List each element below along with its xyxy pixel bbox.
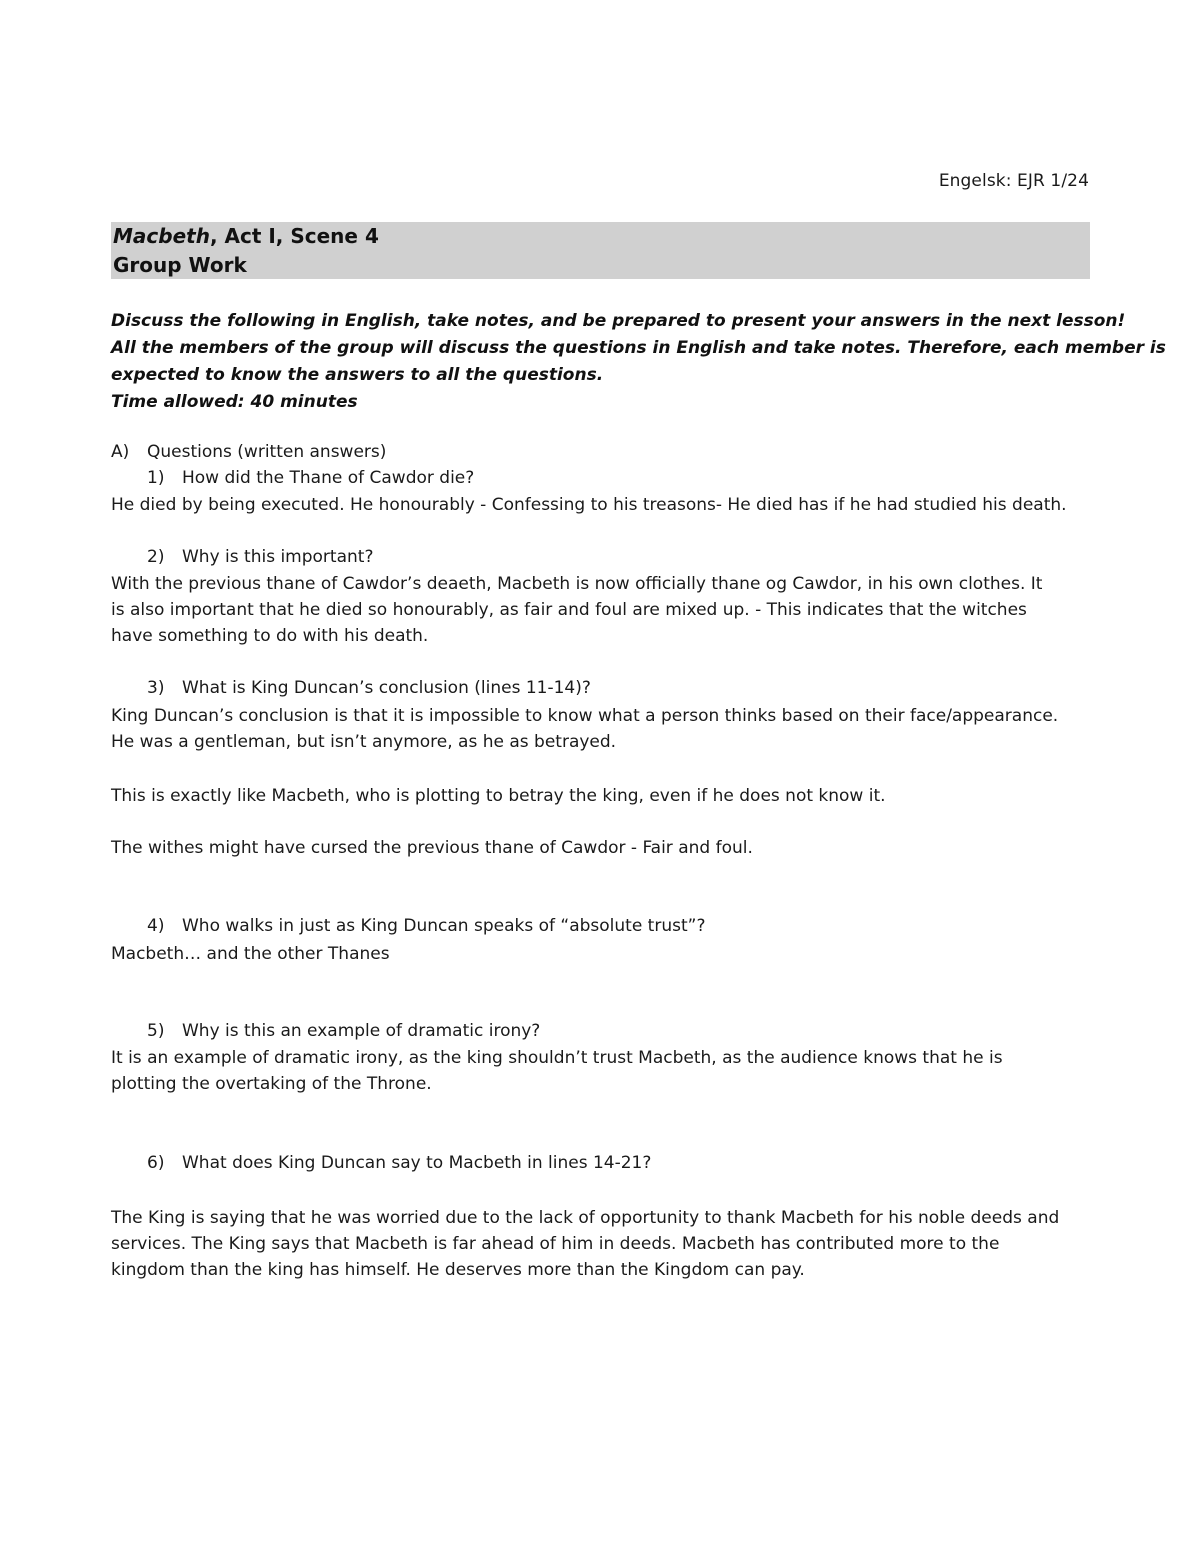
answer-line: He died by being executed. He honourably - Confessing to his treasons- He died has if he had studied his death. [111, 495, 1067, 515]
answer-3-note: This is exactly like Macbeth, who is plotting to betray the king, even if he does not know it. [111, 786, 886, 806]
answer-1 [111, 492, 1067, 518]
answer-6 [111, 1205, 1059, 1283]
answer-5 [111, 1045, 1003, 1097]
title-block [111, 222, 1090, 279]
answer-line: King Duncan’s conclusion is that it is impossible to know what a person thinks based on their face/appearance. [111, 706, 1059, 726]
time-allowed: Time allowed: 40 minutes [111, 392, 358, 412]
answer-line: It is an example of dramatic irony, as the king shouldn’t trust Macbeth, as the audience knows that he is [111, 1048, 1003, 1068]
answer-line: Macbeth… and the other Thanes [111, 944, 390, 964]
section-marker: A) [111, 442, 130, 462]
question-number: 4) [147, 916, 165, 936]
answer-2 [111, 571, 1042, 649]
question-text: Who walks in just as King Duncan speaks of “absolute trust”? [182, 916, 706, 936]
answer-3-note: The withes might have cursed the previous thane of Cawdor - Fair and foul. [111, 838, 753, 858]
question-text: What does King Duncan say to Macbeth in lines 14-21? [182, 1153, 652, 1173]
question-text: What is King Duncan’s conclusion (lines 11-14)? [182, 678, 591, 698]
play-title: Macbeth [113, 224, 210, 248]
document-subtitle: Group Work [113, 253, 247, 277]
question-text: Why is this an example of dramatic irony? [182, 1021, 541, 1041]
act-scene: , Act I, Scene 4 [209, 224, 379, 248]
answer-4 [111, 941, 390, 967]
answer-line: kingdom than the king has himself. He deserves more than the Kingdom can pay. [111, 1260, 805, 1280]
answer-line: plotting the overtaking of the Throne. [111, 1074, 432, 1094]
question-text: Why is this important? [182, 547, 374, 567]
instruction-line: Discuss the following in English, take notes, and be prepared to present your answers in the next lesson! [111, 311, 1126, 331]
answer-3 [111, 703, 1058, 755]
instructions [111, 308, 1166, 416]
question-number: 5) [147, 1021, 165, 1041]
answer-line: services. The King says that Macbeth is far ahead of him in deeds. Macbeth has contributed more to the [111, 1234, 1000, 1254]
section-label: Questions (written answers) [147, 442, 387, 462]
question-text: How did the Thane of Cawdor die? [182, 468, 475, 488]
answer-line: With the previous thane of Cawdor’s deaeth, Macbeth is now officially thane og Cawdor, in his own clothes. It [111, 574, 1043, 594]
course-reference: Engelsk: EJR 1/24 [938, 171, 1089, 191]
instruction-line: All the members of the group will discuss the questions in English and take notes. Therefore, each member is [111, 338, 1166, 358]
document-title [113, 224, 379, 248]
question-number: 2) [147, 547, 165, 567]
question-number: 1) [147, 468, 165, 488]
answer-line: have something to do with his death. [111, 626, 429, 646]
instruction-line: expected to know the answers to all the questions. [111, 365, 604, 385]
answer-line: The King is saying that he was worried due to the lack of opportunity to thank Macbeth for his noble deeds and [111, 1208, 1060, 1228]
answer-line: is also important that he died so honourably, as fair and foul are mixed up. - This indicates that the witches [111, 600, 1027, 620]
answer-line: He was a gentleman, but isn’t anymore, as he as betrayed. [111, 732, 617, 752]
question-number: 3) [147, 678, 165, 698]
question-number: 6) [147, 1153, 165, 1173]
